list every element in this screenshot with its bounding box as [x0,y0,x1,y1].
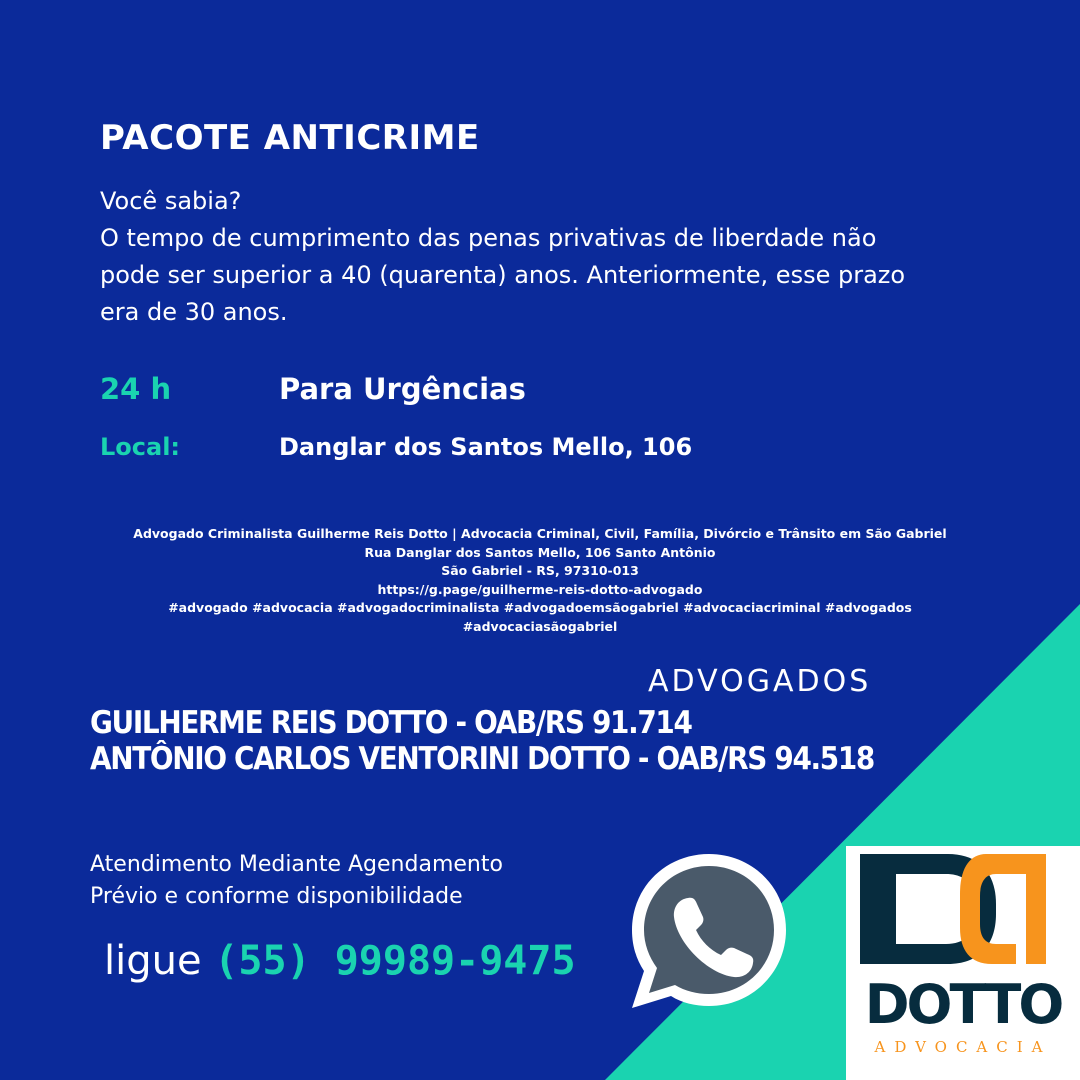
seo-city-line: São Gabriel - RS, 97310-013 [441,563,639,578]
lawyer-name: GUILHERME REIS DOTTO - OAB/RS 91.714 [90,705,692,741]
appointment-line: Atendimento Mediante Agendamento [90,852,503,877]
appointment-line: Prévio e conforme disponibilidade [90,884,463,909]
lawyers-list [90,705,961,777]
call-line [104,938,576,984]
whatsapp-icon[interactable] [624,846,794,1016]
dotto-logo [846,846,1080,1080]
lawyers-heading: ADVOGADOS [648,664,872,699]
intro-line: era de 30 anos. [100,298,288,326]
logo-subtitle: ADVOCACIA [874,1038,1052,1056]
intro-question: Você sabia? [100,187,242,215]
logo-name: DOTTO [864,973,1062,1036]
urgency-value: Para Urgências [279,372,526,406]
seo-hashtags-line: #advocaciasãogabriel [462,618,618,634]
location-value: Danglar dos Santos Mello, 106 [279,433,693,461]
call-prefix: ligue [104,938,215,984]
intro-line: pode ser superior a 40 (quarenta) anos. Anteriormente, esse prazo [100,261,906,289]
phone-number[interactable]: (55) 99989-9475 [214,938,576,984]
appointment-note [90,849,503,913]
urgency-label: 24 h [100,372,172,406]
intro-line: O tempo de cumprimento das penas privativas de liberdade não [100,224,877,252]
seo-text-block [80,525,1000,636]
seo-line: Advogado Criminalista Guilherme Reis Dotto | Advocacia Criminal, Civil, Família, Divórcio e Trânsito em São Gabriel [133,526,947,541]
location-label: Local: [100,433,181,461]
seo-address-line: Rua Danglar dos Santos Mello, 106 Santo Antônio [364,544,716,560]
intro-paragraph [100,183,1003,331]
lawyer-name: ANTÔNIO CARLOS VENTORINI DOTTO - OAB/RS 94.518 [90,741,874,777]
seo-url-line: https://g.page/guilherme-reis-dotto-advogado [377,581,703,597]
seo-hashtags-line: #advogado #advocacia #advogadocriminalista #advogadoemsãogabriel #advocaciacriminal #advogados [168,600,912,615]
post-title: PACOTE ANTICRIME [100,118,480,158]
